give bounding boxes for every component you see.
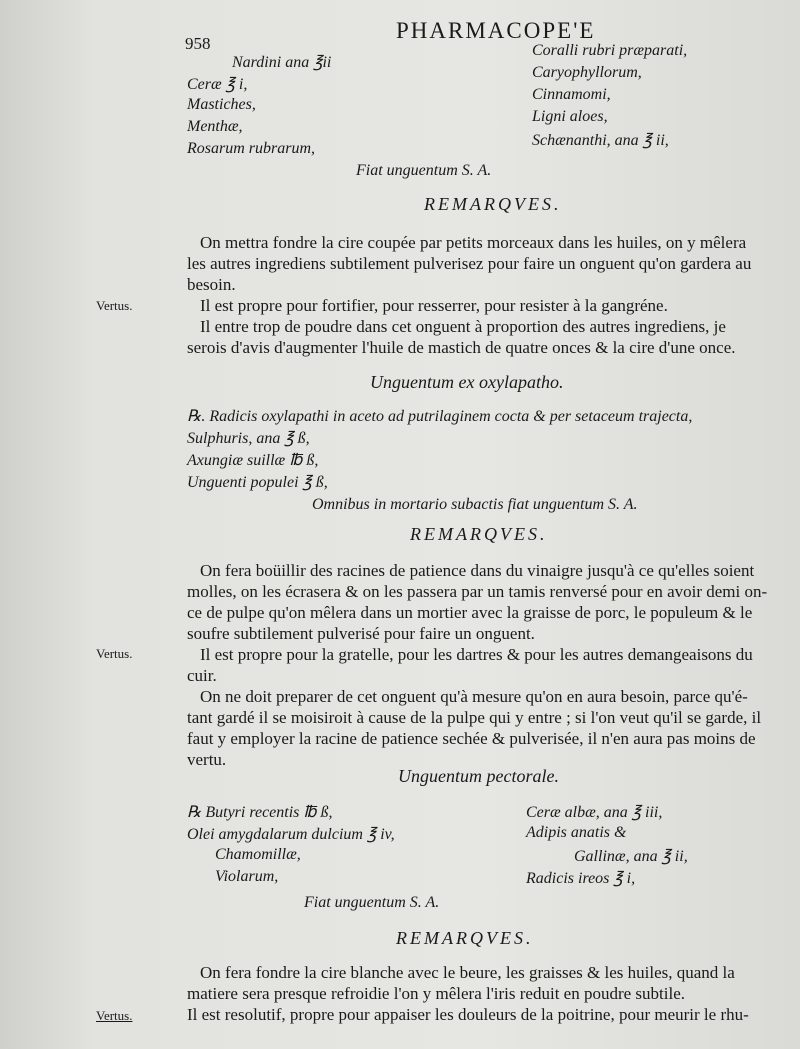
paragraph-line: les autres ingrediens subtilement pulverisez pour faire un onguent qu'on gardera au bbox=[187, 254, 752, 273]
recipe3-right-line: Gallinæ, ana ℥ ii, bbox=[574, 848, 688, 865]
paragraph-line: cuir. bbox=[187, 666, 217, 685]
paragraph-line: faut y employer la racine de patience sechée & pulverisée, il n'en aura pas moins de bbox=[187, 729, 756, 748]
section-heading: REMARQVES. bbox=[396, 928, 534, 948]
paragraph-line: vertu. bbox=[187, 750, 227, 769]
paragraph-line: Il est propre pour la gratelle, pour les dartres & pour les autres demangeaisons du bbox=[200, 645, 753, 664]
margin-note-vertus: Vertus. bbox=[96, 298, 133, 313]
recipe1-left-line: Ceræ ℥ i, bbox=[187, 76, 248, 93]
recipe2-closing: Omnibus in mortario subactis fiat unguentum S. A. bbox=[312, 496, 638, 513]
recipe3-left-line: ℞ Butyri recentis ℔ ß, bbox=[187, 804, 333, 821]
paragraph-line: Il est resolutif, propre pour appaiser les douleurs de la poitrine, pour meurir le rhu- bbox=[187, 1005, 749, 1024]
paragraph-line: Il est propre pour fortifier, pour resserrer, pour resister à la gangréne. bbox=[200, 296, 668, 315]
recipe3-left-line: Olei amygdalarum dulcium ℥ iv, bbox=[187, 826, 395, 843]
paragraph-line: On mettra fondre la cire coupée par petits morceaux dans les huiles, on y mêlera bbox=[200, 233, 747, 252]
paragraph-line: On fera fondre la cire blanche avec le beure, les graisses & les huiles, quand la bbox=[200, 963, 735, 982]
section-heading: REMARQVES. bbox=[424, 194, 562, 214]
recipe1-left-line: Nardini ana ℥ii bbox=[232, 54, 332, 71]
paragraph-line: On fera boüillir des racines de patience dans du vinaigre jusqu'à ce qu'elles soient bbox=[200, 561, 755, 580]
paragraph-line: besoin. bbox=[187, 275, 236, 294]
recipe1-left-line: Mastiches, bbox=[187, 96, 256, 113]
recipe2-line: Axungiæ suillæ ℔ ß, bbox=[187, 452, 319, 469]
recipe1-right-line: Coralli rubri præparati, bbox=[532, 42, 688, 59]
paragraph-line: ce de pulpe qu'on mêlera dans un mortier avec la graisse de porc, le populeum & le bbox=[187, 603, 753, 622]
paragraph-line: Il entre trop de poudre dans cet onguent à proportion des autres ingrediens, je bbox=[200, 317, 726, 336]
paragraph-line: serois d'avis d'augmenter l'huile de mastich de quatre onces & la cire d'une once. bbox=[187, 338, 736, 357]
margin-note-vertus: Vertus. bbox=[96, 1008, 133, 1023]
recipe1-left-line: Rosarum rubrarum, bbox=[187, 140, 316, 157]
recipe3-right-line: Adipis anatis & bbox=[526, 824, 627, 841]
recipe2-line: Sulphuris, ana ℥ ß, bbox=[187, 430, 310, 447]
paragraph-line: molles, on les écrasera & on les passera par un tamis renversé pour en avoir demi on- bbox=[187, 582, 768, 601]
recipe1-closing: Fiat unguentum S. A. bbox=[356, 162, 492, 179]
recipe3-left-line: Chamomillæ, bbox=[215, 846, 301, 863]
recipe3-right-line: Radicis ireos ℥ i, bbox=[526, 870, 636, 887]
recipe1-right-line: Cinnamomi, bbox=[532, 86, 611, 103]
section-heading: REMARQVES. bbox=[410, 524, 548, 544]
recipe-title: Unguentum ex oxylapatho. bbox=[370, 372, 564, 392]
paragraph-line: soufre subtilement pulverisé pour faire un onguent. bbox=[187, 624, 535, 643]
recipe-title: Unguentum pectorale. bbox=[398, 766, 559, 786]
page-number: 958 bbox=[185, 34, 211, 53]
recipe1-left-line: Menthæ, bbox=[187, 118, 243, 135]
recipe3-closing: Fiat unguentum S. A. bbox=[304, 894, 440, 911]
recipe1-right-line: Ligni aloes, bbox=[532, 108, 608, 125]
recipe1-right-line: Caryophyllorum, bbox=[532, 64, 642, 81]
recipe2-line: Unguenti populei ℥ ß, bbox=[187, 474, 328, 491]
margin-note-vertus: Vertus. bbox=[96, 646, 133, 661]
running-head: PHARMACOPE'E bbox=[396, 18, 596, 43]
paragraph-line: On ne doit preparer de cet onguent qu'à mesure qu'on en aura besoin, parce qu'é- bbox=[200, 687, 748, 706]
recipe2-line: ℞. Radicis oxylapathi in aceto ad putrilaginem cocta & per setaceum trajecta, bbox=[187, 408, 693, 425]
recipe3-right-line: Ceræ albæ, ana ℥ iii, bbox=[526, 804, 663, 821]
recipe1-right-line: Schænanthi, ana ℥ ii, bbox=[532, 132, 669, 149]
paragraph-line: matiere sera presque refroidie l'on y mêlera l'iris reduit en poudre subtile. bbox=[187, 984, 685, 1003]
paragraph-line: tant gardé il se moisiroit à cause de la pulpe qui y entre ; si l'on veut qu'il se garde, il bbox=[187, 708, 762, 727]
recipe3-left-line: Violarum, bbox=[215, 868, 279, 885]
